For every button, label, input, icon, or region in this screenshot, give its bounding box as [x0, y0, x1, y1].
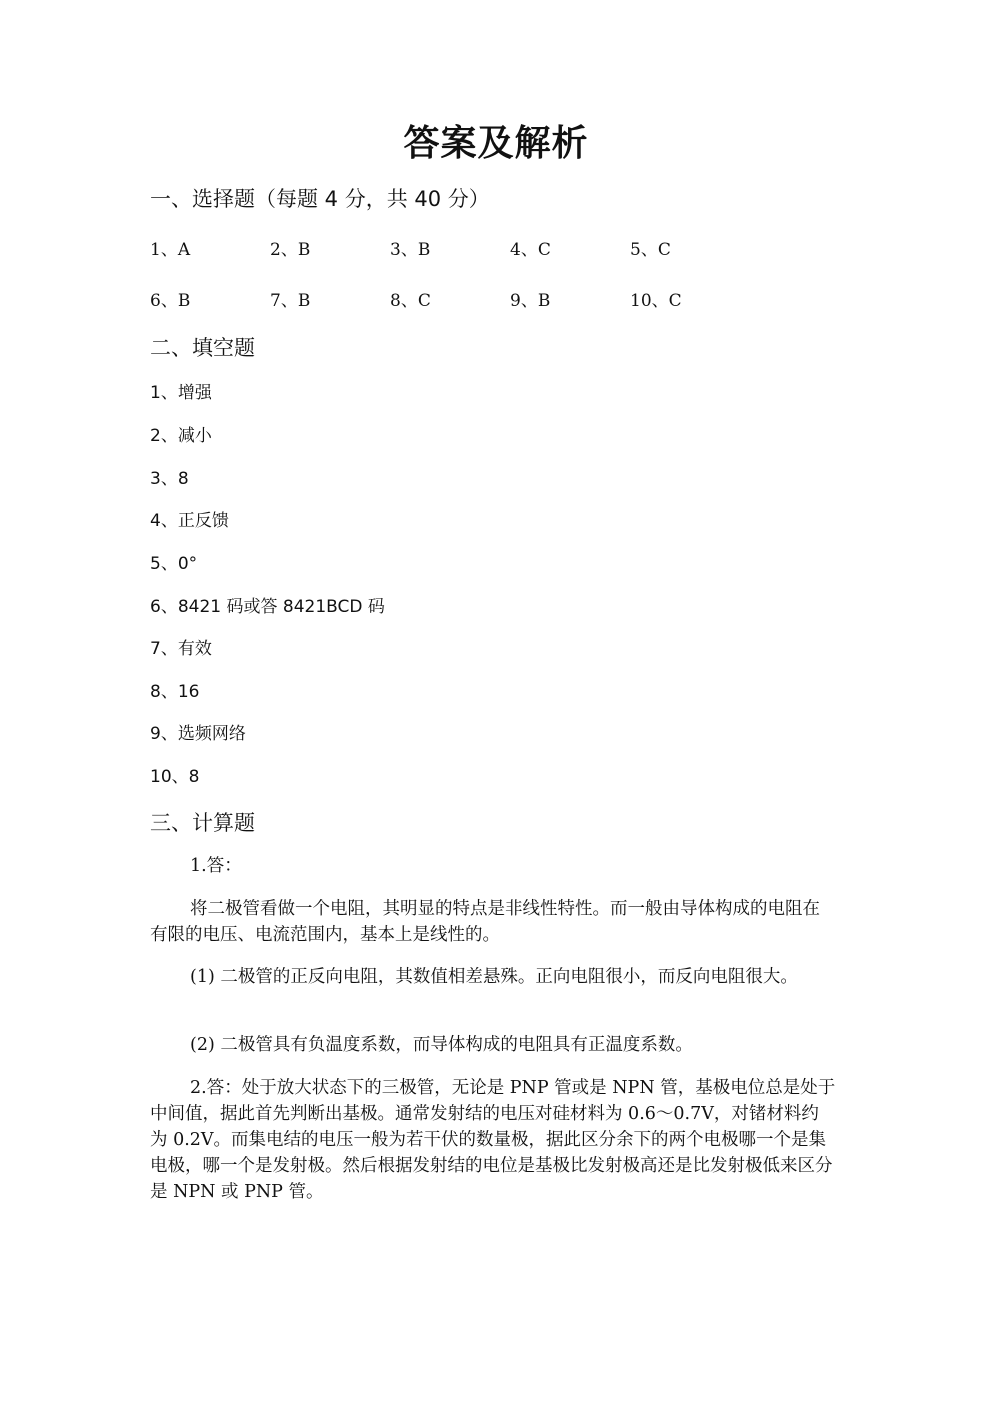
- fill-blank-answer: 10、8: [150, 767, 200, 787]
- fill-blank-answer: 4、正反馈: [150, 511, 229, 531]
- section-heading-calculation: 三、计算题: [150, 811, 255, 835]
- fill-blank-answer: 7、有效: [150, 639, 212, 659]
- choice-answer: 9、B: [510, 291, 551, 311]
- fill-blank-answer: 1、增强: [150, 383, 212, 403]
- choice-answer: 5、C: [630, 240, 671, 260]
- choice-answer: 3、B: [390, 240, 431, 260]
- choice-answer: 7、B: [270, 291, 311, 311]
- choice-answer: 6、B: [150, 291, 191, 311]
- choice-answer: 8、C: [390, 291, 431, 311]
- choice-answer: 10、C: [630, 291, 682, 311]
- section-heading-fill-blank: 二、填空题: [150, 336, 255, 360]
- fill-blank-answer: 2、减小: [150, 426, 212, 446]
- choice-answer: 1、A: [150, 240, 191, 260]
- fill-blank-answer: 8、16: [150, 682, 200, 702]
- fill-blank-answer: 3、8: [150, 469, 189, 489]
- fill-blank-answer: 5、0°: [150, 554, 198, 574]
- document-title: 答案及解析: [403, 123, 589, 164]
- calculation-answer-label: 1.答：: [190, 856, 242, 876]
- choice-answer: 4、C: [510, 240, 551, 260]
- choice-answer: 2、B: [270, 240, 311, 260]
- fill-blank-answer: 9、选频网络: [150, 724, 246, 744]
- calculation-answer-paragraph: 2.答：处于放大状态下的三极管，无论是 PNP 管或是 NPN 管，基极电位总是处于中间值，据此首先判断出基极。通常发射结的电压对硅材料为 0.6～0.7V，对锗材料约为 0.2V。而集电结的电压一般为若干伏的数量极，据此区分余下的两个电极哪一个是集电极，哪一个是发射极。然后根据发射结的电位是基极比发射极高还是比发射极低来区分是 NPN 或 PNP 管。: [150, 1078, 836, 1202]
- calculation-answer-paragraph: (2) 二极管具有负温度系数，而导体构成的电阻具有正温度系数。: [190, 1035, 693, 1055]
- section-heading-choice: 一、选择题（每题 4 分，共 40 分）: [150, 187, 490, 211]
- fill-blank-answer: 6、8421 码或答 8421BCD 码: [150, 597, 385, 617]
- calculation-answer-paragraph: (1) 二极管的正反向电阻，其数值相差悬殊。正向电阻很小，而反向电阻很大。: [190, 967, 798, 987]
- calculation-answer-paragraph: 将二极管看做一个电阻，其明显的特点是非线性特性。而一般由导体构成的电阻在有限的电压、电流范围内，基本上是线性的。: [150, 899, 820, 945]
